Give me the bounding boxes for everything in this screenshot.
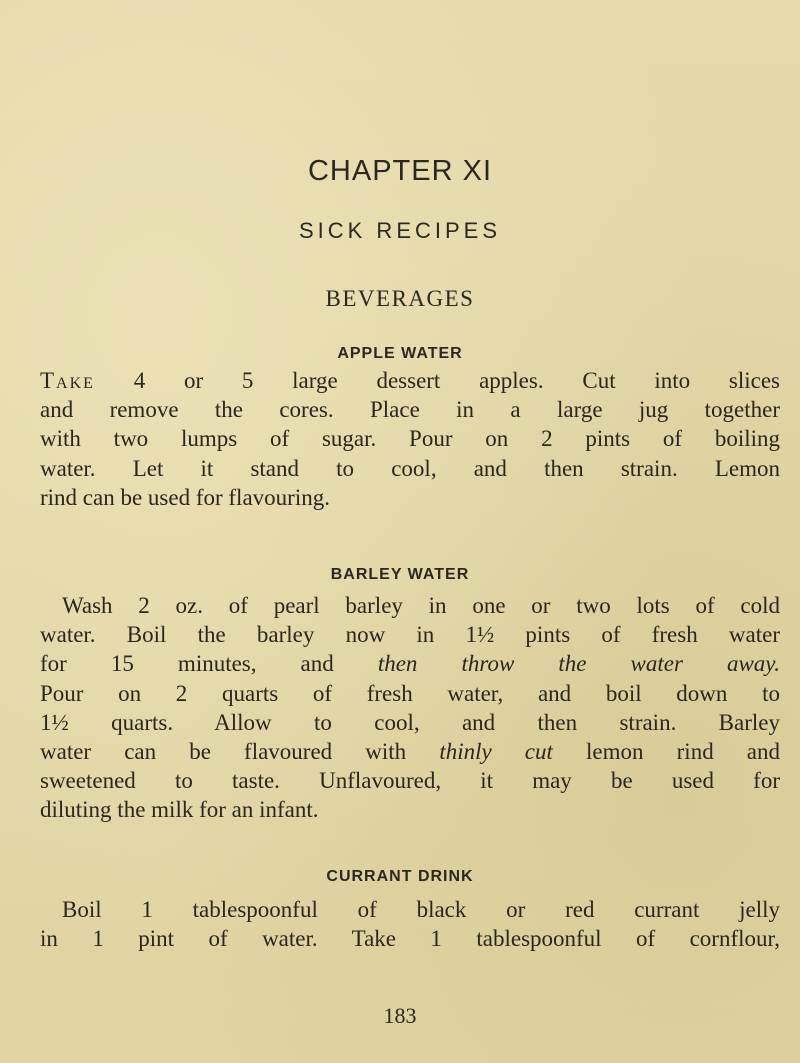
- recipe-title-barley-water: BARLEY WATER: [330, 566, 470, 583]
- text-line: and remove the cores. Place in a large jug together: [40, 397, 780, 423]
- lead-word: Take: [40, 368, 95, 393]
- part-heading: SICK RECIPES: [298, 218, 502, 243]
- recipe-title-currant-drink: CURRANT DRINK: [326, 868, 474, 885]
- section-heading: BEVERAGES: [325, 286, 475, 311]
- text-line: water. Boil the barley now in 1½ pints of fresh water: [40, 622, 780, 648]
- recipe-title-apple-water: APPLE WATER: [337, 345, 463, 362]
- line-text: for 15 minutes, and: [40, 651, 378, 677]
- text-line: diluting the milk for an infant.: [40, 797, 319, 823]
- text-line: sweetened to taste. Unflavoured, it may be used for: [40, 768, 780, 794]
- text-line: [40, 649, 780, 678]
- text-line: rind can be used for flavouring.: [40, 484, 330, 510]
- line-text: lemon rind and: [552, 738, 781, 764]
- text-line: with two lumps of sugar. Pour on 2 pints of boiling: [40, 426, 780, 452]
- text-line: [40, 366, 780, 395]
- text-line: Boil 1 tablespoonful of black or red currant jelly: [62, 897, 780, 922]
- text-line: in 1 pint of water. Take 1 tablespoonful of cornflour,: [40, 926, 780, 952]
- text-line: water. Let it stand to cool, and then strain. Lemon: [40, 455, 780, 481]
- recipe-body-barley-water: [40, 591, 780, 825]
- text-line: [40, 737, 780, 766]
- recipe-body-apple-water: [40, 366, 780, 512]
- text-line: Wash 2 oz. of pearl barley in one or two lots of cold: [62, 593, 780, 618]
- page-number: 183: [383, 1003, 417, 1028]
- chapter-heading: CHAPTER XI: [307, 155, 493, 187]
- emphasis-text: thinly cut: [439, 738, 553, 764]
- recipe-body-currant-drink: [40, 895, 780, 953]
- text-line: Pour on 2 quarts of fresh water, and boil down to: [40, 680, 780, 706]
- emphasis-text: then throw the water away.: [377, 651, 780, 677]
- line-text: 4 or 5 large dessert apples. Cut into slices: [94, 368, 780, 393]
- line-text: water can be flavoured with: [40, 738, 440, 764]
- text-line: 1½ quarts. Allow to cool, and then strain. Barley: [40, 709, 780, 735]
